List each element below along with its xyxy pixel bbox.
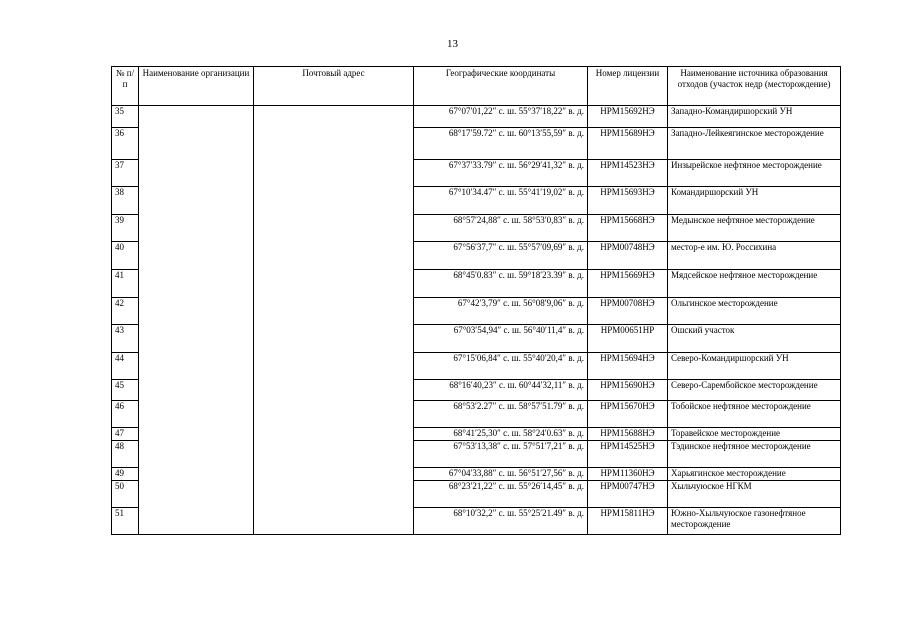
license-cell: НРМ15693НЭ [588,187,668,215]
coordinates-cell: 68°17′59.72″ с. ш. 60°13′55,59″ в. д. [414,128,588,160]
header-source: Наименование источника образования отходов (участок недр (месторождение) [668,67,841,106]
coordinates-cell: 67°04′33,88″ с. ш. 56°51′27,56″ в. д. [414,468,588,481]
header-address: Почтовый адрес [254,67,414,106]
header-license: Номер лицензии [588,67,668,106]
source-cell: местор-е им. Ю. Россихина [668,242,841,270]
license-cell: НРМ14525НЭ [588,441,668,468]
registry-table [111,66,841,535]
row-number-cell: 49 [112,468,139,481]
license-cell: НРМ15689НЭ [588,128,668,160]
coordinates-cell: 68°57′24,88″ с. ш. 58°53′0,83″ в. д. [414,215,588,242]
row-number-cell: 39 [112,215,139,242]
table-body [112,106,841,535]
row-number-cell: 47 [112,428,139,441]
coordinates-cell: 67°56′37,7″ с. ш. 55°57′09,69″ в. д. [414,242,588,270]
coordinates-cell: 67°37′33.79″ с. ш. 56°29′41,32″ в. д. [414,160,588,187]
coordinates-cell: 67°15′06,84″ с. ш. 55°40′20,4″ в. д. [414,353,588,380]
source-cell: Медынское нефтяное месторождение [668,215,841,242]
license-cell: НРМ14523НЭ [588,160,668,187]
coordinates-cell: 68°45′0.83″ с. ш. 59°18′23.39″ в. д. [414,270,588,298]
row-number-cell: 44 [112,353,139,380]
source-cell: Харьягинское месторождение [668,468,841,481]
coordinates-cell: 67°07′01,22″ с. ш. 55°37′18,22″ в. д. [414,106,588,128]
row-number-cell: 40 [112,242,139,270]
license-cell: НРМ00747НЭ [588,481,668,508]
row-number-cell: 36 [112,128,139,160]
license-cell: НРМ11360НЭ [588,468,668,481]
source-cell: Северо-Сарембойское месторождение [668,380,841,401]
license-cell: НРМ15670НЭ [588,401,668,428]
source-cell: Западно-Командиршорский УН [668,106,841,128]
coordinates-cell: 67°42′3,79″ с. ш. 56°08′9,06″ в. д. [414,298,588,325]
license-cell: НРМ15811НЭ [588,508,668,535]
page-number: 13 [447,38,458,50]
header-organization: Наименование организации [139,67,254,106]
coordinates-cell: 67°10′34.47″ с. ш. 55°41′19,02″ в. д. [414,187,588,215]
row-number-cell: 46 [112,401,139,428]
address-cell [254,106,414,535]
source-cell: Западно-Лейкеягинское месторождение [668,128,841,160]
license-cell: НРМ15668НЭ [588,215,668,242]
license-cell: НРМ15694НЭ [588,353,668,380]
row-number-cell: 37 [112,160,139,187]
source-cell: Торавейское месторождение [668,428,841,441]
license-cell: НРМ15688НЭ [588,428,668,441]
organization-cell [139,106,254,535]
source-cell: Южно-Хыльчуюское газонефтяное месторождение [668,508,841,535]
source-cell: Тэдинское нефтяное месторождение [668,441,841,468]
source-cell: Мядсейское нефтяное месторождение [668,270,841,298]
source-cell: Командиршорский УН [668,187,841,215]
license-cell: НРМ15669НЭ [588,270,668,298]
license-cell: НРМ15692НЭ [588,106,668,128]
coordinates-cell: 68°53′2.27″ с. ш. 58°57′51.79″ в. д. [414,401,588,428]
row-number-cell: 48 [112,441,139,468]
source-cell: Ольгинское месторождение [668,298,841,325]
license-cell: НРМ00748НЭ [588,242,668,270]
row-number-cell: 42 [112,298,139,325]
row-number-cell: 43 [112,325,139,353]
source-cell: Северо-Командиршорский УН [668,353,841,380]
row-number-cell: 35 [112,106,139,128]
coordinates-cell: 68°23′21,22″ с. ш. 55°26′14,45″ в. д. [414,481,588,508]
coordinates-cell: 68°41′25,30″ с. ш. 58°24′0.63″ в. д. [414,428,588,441]
header-num: № п/п [112,67,139,106]
coordinates-cell: 67°03′54,94″ с. ш. 56°40′11,4″ в. д. [414,325,588,353]
row-number-cell: 51 [112,508,139,535]
table-row [112,106,841,128]
coordinates-cell: 67°53′13,38″ с. ш. 57°51′7,21″ в. д. [414,441,588,468]
row-number-cell: 38 [112,187,139,215]
license-cell: НРМ00708НЭ [588,298,668,325]
coordinates-cell: 68°10′32,2″ с. ш. 55°25′21.49″ в. д. [414,508,588,535]
row-number-cell: 45 [112,380,139,401]
source-cell: Ошский участок [668,325,841,353]
source-cell: Инзырейское нефтяное месторождение [668,160,841,187]
license-cell: НРМ15690НЭ [588,380,668,401]
table-header-row [112,67,841,106]
row-number-cell: 41 [112,270,139,298]
coordinates-cell: 68°16′40,23″ с. ш. 60°44′32,11″ в. д. [414,380,588,401]
row-number-cell: 50 [112,481,139,508]
header-coordinates: Географические координаты [414,67,588,106]
license-cell: НРМ00651НР [588,325,668,353]
source-cell: Хыльчуюское НГКМ [668,481,841,508]
source-cell: Тобойское нефтяное месторождение [668,401,841,428]
